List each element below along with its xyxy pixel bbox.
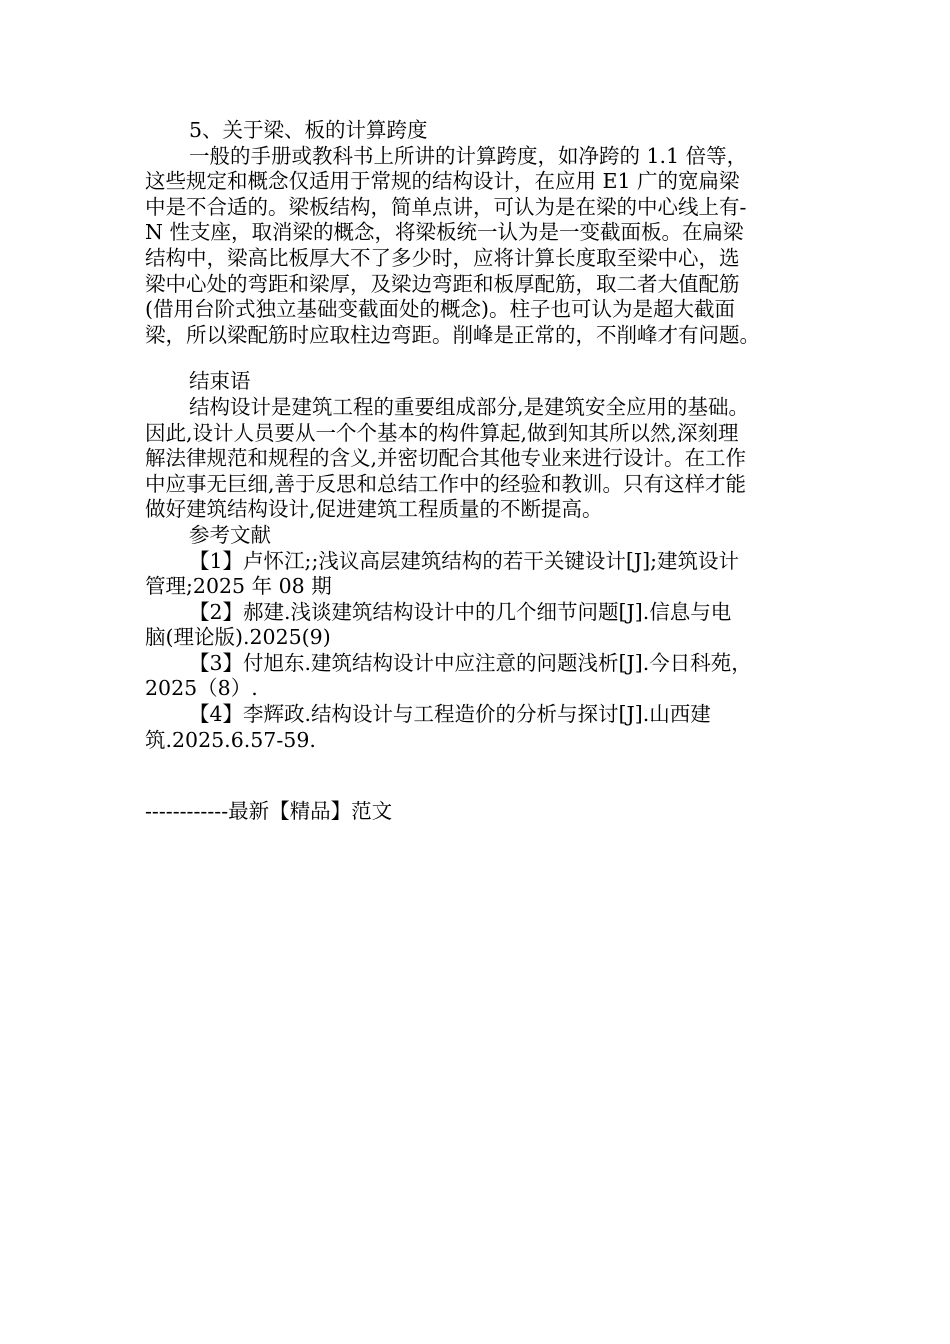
reference-item-continuation: 筑.2025.6.57-59. [145, 727, 316, 752]
blank-line [145, 348, 807, 369]
paragraph-line: 这些规定和概念仅适用于常规的结构设计，在应用 E1 广的宽扁梁 [145, 169, 740, 194]
paragraph-line: (借用台阶式独立基础变截面处的概念)。柱子也可认为是超大截面 [145, 297, 735, 322]
footer-text: ------------最新【精品】范文 [145, 799, 393, 824]
reference-item: 【4】李辉政.结构设计与工程造价的分析与探讨[J].山西建 [189, 702, 711, 727]
paragraph-line: 梁，所以梁配筋时应取柱边弯距。削峰是正常的，不削峰才有问题。 [145, 322, 760, 347]
paragraph-line: 结构中，梁高比板厚大不了多少时，应将计算长度取至梁中心，选 [145, 245, 740, 270]
reference-item: 【1】卢怀江;;浅议高层建筑结构的若干关键设计[J];建筑设计 [189, 548, 739, 573]
paragraph-line: 做好建筑结构设计,促进建筑工程质量的不断提高。 [145, 497, 603, 522]
section-heading: 5、关于梁、板的计算跨度 [189, 118, 428, 142]
paragraph-line: 结构设计是建筑工程的重要组成部分,是建筑安全应用的基础。 [189, 394, 750, 419]
paragraph-line: 一般的手册或教科书上所讲的计算跨度，如净跨的 1.1 倍等， [189, 143, 748, 168]
reference-item-continuation: 2025（8）. [145, 676, 258, 701]
section-heading: 结束语 [189, 369, 251, 394]
paragraph-line: 因此,设计人员要从一个个基本的构件算起,做到知其所以然,深刻理 [145, 420, 739, 445]
reference-item-continuation: 管理;2025 年 08 期 [145, 574, 332, 599]
paragraph-line: 中是不合适的。梁板结构，简单点讲，可认为是在梁的中心线上有- [145, 194, 747, 219]
references-heading: 参考文献 [189, 522, 271, 547]
reference-item-continuation: 脑(理论版).2025(9) [145, 625, 331, 650]
paragraph-line: 梁中心处的弯距和梁厚，及梁边弯距和板厚配筋，取二者大值配筋 [145, 271, 740, 296]
blank-space [145, 753, 807, 799]
reference-item: 【3】付旭东.建筑结构设计中应注意的问题浅析[J].今日科苑， [189, 650, 752, 675]
document-page [145, 118, 807, 825]
reference-item: 【2】郝建.浅谈建筑结构设计中的几个细节问题[J].信息与电 [189, 599, 732, 624]
paragraph-line: 中应事无巨细,善于反思和总结工作中的经验和教训。只有这样才能 [145, 471, 747, 496]
paragraph-line: 解法律规范和规程的含义,并密切配合其他专业来进行设计。在工作 [145, 446, 747, 471]
paragraph-line: N 性支座，取消梁的概念，将梁板统一认为是一变截面板。在扁梁 [145, 220, 744, 245]
